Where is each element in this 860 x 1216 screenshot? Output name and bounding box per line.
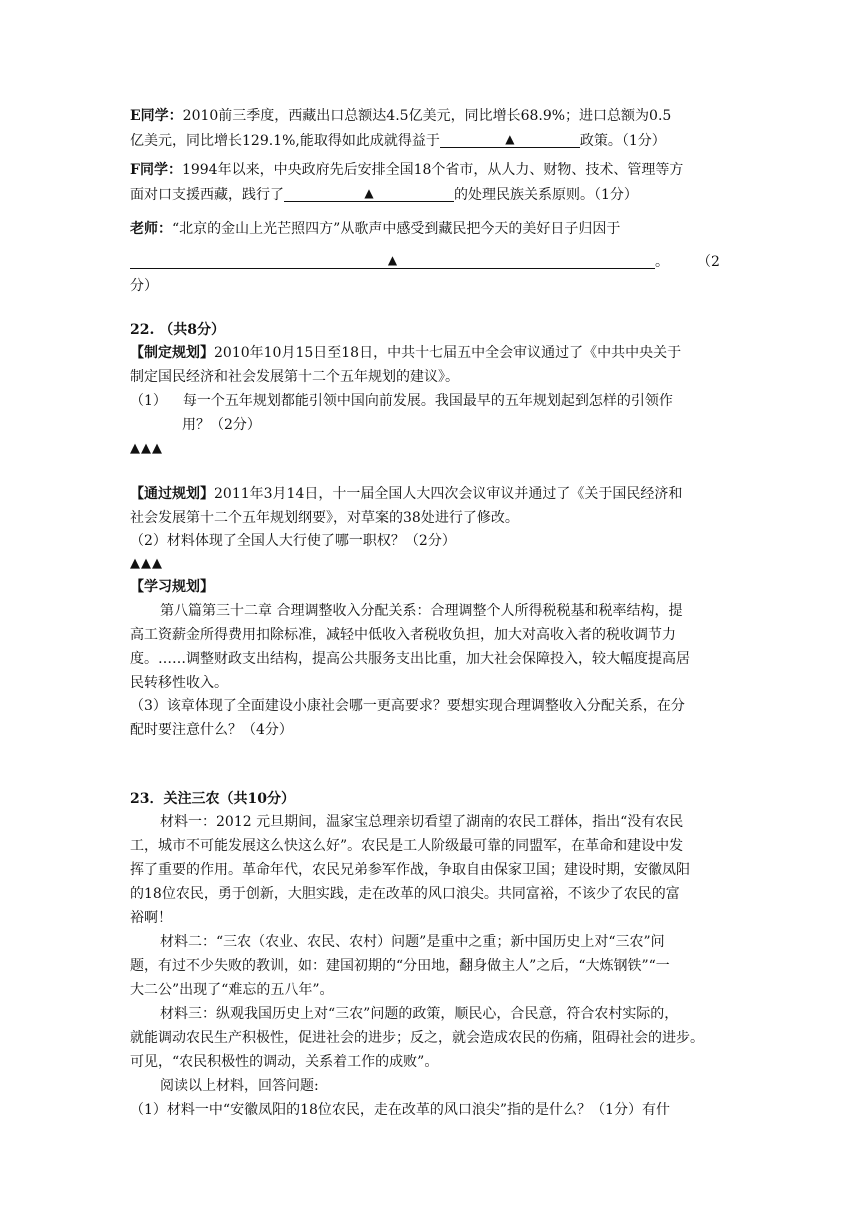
q23-material1-line4: 的18位农民，勇于创新，大胆实践，走在改革的风口浪尖。共同富裕，不该少了农民的富 xyxy=(130,886,680,902)
q22-plan-title: 【制定规划】 xyxy=(130,345,214,361)
q22-plan-text1: 2010年10月15日至18日，中共十七届五中全会审议通过了《中共中央关于 xyxy=(214,345,682,361)
teacher-text1: “北京的金山上光芒照四方”从歌声中感受到藏民把今天的美好日子归因于 xyxy=(172,221,621,237)
answer-blank-f[interactable] xyxy=(284,185,454,202)
q22-plan-line2: 制定国民经济和社会发展第十二个五年规划的建议》。 xyxy=(130,369,459,385)
student-e-line2 xyxy=(130,131,740,151)
student-e-text2b: 政策。（1分） xyxy=(579,133,666,149)
q22-study-title: 【学习规划】 xyxy=(130,579,214,595)
q23-q1: （1）材料一中“安徽凤阳的18位农民，走在改革的风口浪尖”指的是什么？（1分）有什 xyxy=(130,1102,670,1118)
q22-study-line3: 度。……调整财政支出结构，提高公共服务支出比重，加大社会保障投入，较大幅度提高居 xyxy=(130,651,690,667)
student-e-label: E同学： xyxy=(130,108,183,124)
q22-study-line1: 第八篇第三十二章 合理调整收入分配关系：合理调整个人所得税税基和税率结构，提 xyxy=(160,603,683,619)
q23-material2-line1: 材料二：“三农（农业、农民、农村）问题”是重中之重；新中国历史上对“三农”问 xyxy=(160,934,665,950)
q22-q3-line2: 配时要注意什么？（4分） xyxy=(130,722,293,738)
q22-pass-line2: 社会发展第十二个五年规划纲要》，对草案的38处进行了修改。 xyxy=(130,510,519,526)
q22-pass-title: 【通过规划】 xyxy=(130,486,214,502)
q23-material3-line2: 就能调动农民生产积极性，促进社会的进步；反之，就会造成农民的伤痛，阻碍社会的进步。 xyxy=(130,1030,704,1046)
q23-read-instruction: 阅读以上材料，回答问题: xyxy=(160,1078,319,1094)
student-e-line1 xyxy=(130,106,740,126)
teacher-line2 xyxy=(130,252,740,272)
q22-plan-line1 xyxy=(130,343,740,363)
answer-blank-teacher[interactable] xyxy=(130,252,655,269)
q23-heading: 23．关注三农（共10分） xyxy=(130,791,295,807)
q22-q3-line1: （3）该章体现了全面建设小康社会哪一更高要求？要想实现合理调整收入分配关系，在分 xyxy=(130,698,685,714)
student-e-text1: 2010前三季度，西藏出口总额达4.5亿美元，同比增长68.9%；进口总额为0.5 xyxy=(182,108,672,124)
q22-q1-text1: 每一个五年规划都能引领中国向前发展。我国最早的五年规划起到怎样的引领作 xyxy=(182,393,673,409)
q23-material2-line2: 题，有过不少失败的教训，如：建国初期的“分田地，翻身做主人”之后，“大炼钢铁”“一 xyxy=(130,958,670,974)
q23-material1-line2: 工，城市不可能发展这么快这么好”。农民是工人阶级最可靠的同盟军，在革命和建设中发 xyxy=(130,838,684,854)
q23-material2-line3: 大二公”出现了“难忘的五八年”。 xyxy=(130,982,334,998)
answer-placeholder-triangles: ▲▲▲ xyxy=(130,441,163,456)
teacher-score1: （2 xyxy=(697,254,720,270)
q22-pass-line1 xyxy=(130,484,740,504)
student-f-line1 xyxy=(130,160,740,180)
q23-material1-line1: 材料一：2012 元旦期间，温家宝总理亲切看望了湖南的农民工群体，指出“没有农民 xyxy=(160,814,684,830)
student-f-label: F同学： xyxy=(130,162,182,178)
triangle-icon: ▲ xyxy=(505,132,515,146)
q22-q1-number: （1） xyxy=(130,393,167,409)
q22-q2: （2）材料体现了全国人大行使了哪一职权？（2分） xyxy=(130,533,456,549)
triangle-icon: ▲ xyxy=(387,253,398,267)
q22-q1-line2: 用？（2分） xyxy=(182,417,261,433)
q22-pass-text1: 2011年3月14日，十一届全国人大四次会议审议并通过了《关于国民经济和 xyxy=(214,486,683,502)
q22-heading: 22. （共8分） xyxy=(130,322,225,338)
teacher-score2: 分） xyxy=(130,278,158,294)
student-e-text2a: 亿美元，同比增长129.1%,能取得如此成就得益于 xyxy=(130,133,440,149)
triangle-icon: ▲ xyxy=(364,186,374,200)
q22-study-line2: 高工资薪金所得费用扣除标准，减轻中低收入者税收负担，加大对高收入者的税收调节力 xyxy=(130,627,676,643)
student-f-line2 xyxy=(130,185,740,205)
answer-placeholder-triangles: ▲▲▲ xyxy=(130,556,163,571)
student-f-text1: 1994年以来，中央政府先后安排全国18个省市，从人力、财物、技术、管理等方 xyxy=(181,162,684,178)
student-f-text2a: 面对口支援西藏，践行了 xyxy=(130,187,284,203)
q23-material1-line5: 裕啊！ xyxy=(130,910,172,926)
q23-material1-line3: 挥了重要的作用。革命年代，农民兄弟参军作战，争取自由保家卫国；建设时期，安徽凤阳 xyxy=(130,862,690,878)
q23-material3-line3: 可见，“农民积极性的调动，关系着工作的成败”。 xyxy=(130,1054,439,1070)
q22-q1-line1 xyxy=(130,391,740,411)
teacher-line1 xyxy=(130,219,740,239)
q23-material3-line1: 材料三：纵观我国历史上对“三农”问题的政策，顺民心，合民意，符合农村实际的， xyxy=(160,1006,679,1022)
answer-blank-e[interactable] xyxy=(440,131,580,148)
teacher-end: 。 xyxy=(655,254,669,270)
teacher-label: 老师： xyxy=(130,221,172,237)
student-f-text2b: 的处理民族关系原则。（1分） xyxy=(454,187,638,203)
q22-study-line4: 民转移性收入。 xyxy=(130,675,228,691)
